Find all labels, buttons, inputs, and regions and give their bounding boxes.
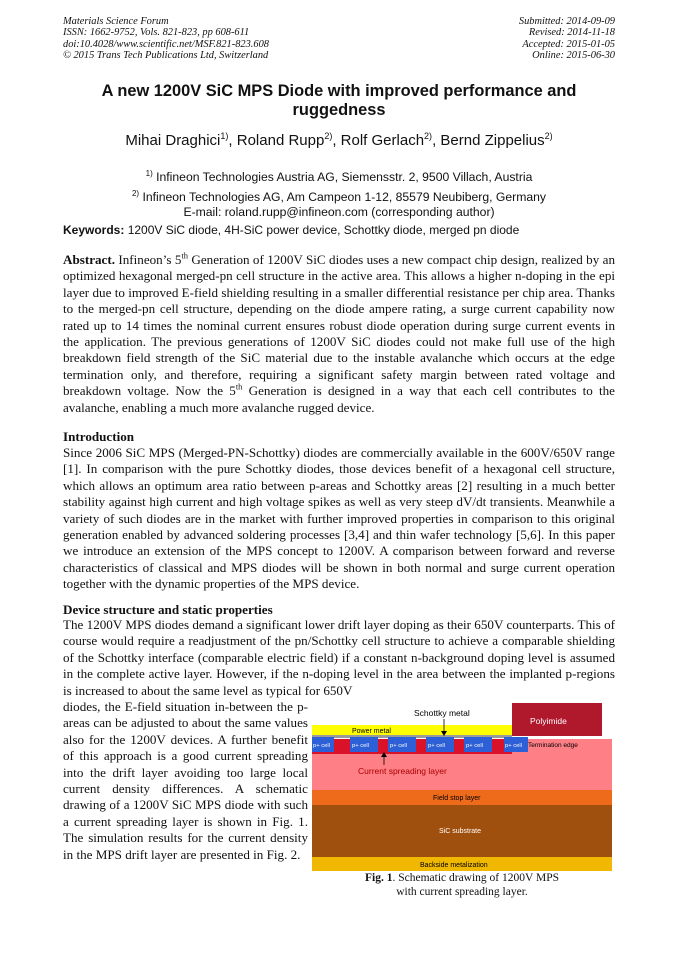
field-stop-label: Field stop layer: [433, 795, 481, 802]
figure-caption: Fig. 1. Schematic drawing of 1200V MPS with current spreading layer.: [364, 872, 559, 898]
abstract-label: Abstract.: [63, 252, 115, 267]
current-spreading-label: Current spreading layer: [358, 766, 447, 776]
device-text-continued: diodes, the E-field situation in-between the p-areas can be adjusted to about the same values also for the 1200V devices. A further benefit of this approach is a good current spreading into the drift layer avoiding too large local current density differences. A schematic drawing of a 1200V SiC MPS diode with such a current spreading layer is shown in Fig. 1. The simulation results for the current density in the MPS drift layer are presented in Fig. 2.: [63, 699, 308, 862]
device-heading: Device structure and static properties: [63, 602, 273, 617]
accepted-date: Accepted: 2015-01-05: [522, 38, 615, 50]
affiliation-2: $^{2)}$ Infineon Technologies AG, Am Campeon 1-12, 85579 Neubiberg, Germany: [131, 188, 547, 204]
paper-title: [63, 82, 615, 120]
p-cell-label: p+ cell: [352, 743, 369, 749]
polyimide-label: Polyimide: [530, 716, 567, 726]
author-affiliation-mark: 2): [324, 131, 333, 141]
introduction-text: Since 2006 SiC MPS (Merged-PN-Schottky) diodes are commercially available in the 600V/650V range [1]. In comparison with the pure Schottky diodes, those devices benefit of a hexagonal cell structure, which allows an optimum area ratio between p-areas and Schottky areas [2] resulting in a much better stability against high current and high voltage spikes as well as very steep dV/dt transients. Meanwhile a variety of such diodes are in the market with further improved properties in comparison to this original generation enabled by advanced soldering processes [3,4] and thin wafer technology [5,6]. In this paper we introduce an extension of the MPS concept to 1200V. A comparison between forward and reverse characteristics of classical and MPS diodes will be shown in both normal and surge current operation together with the dynamic properties of the MPS device.: [63, 445, 615, 592]
affiliations: [63, 166, 615, 221]
author-list: Mihai Draghici$^{1)}$, Roland Rupp$^{2)}$, Rolf Gerlach$^{2)}$, Bernd Zippelius$^{2)}$: [125, 131, 553, 149]
p-cell-label: p+ cell: [390, 743, 407, 749]
affiliation-1: $^{1)}$ Infineon Technologies Austria AG, Siemensstr. 2, 9500 Villach, Austria: [145, 169, 533, 185]
termination-edge-label: Termination edge: [528, 742, 578, 749]
issn: ISSN: 1662-9752, Vols. 821-823, pp 608-611: [63, 27, 250, 39]
title-line-1: A new 1200V SiC MPS Diode with improved performance and: [101, 82, 577, 100]
p-cell-label: p+ cell: [505, 743, 522, 749]
substrate-label: SiC substrate: [439, 828, 482, 835]
p-cell-label: p+ cell: [428, 743, 445, 749]
contact-email: E-mail: roland.rupp@infineon.com (corresponding author): [183, 205, 495, 220]
author-name: Mihai Draghici: [125, 132, 221, 149]
mps-diode-schematic: [312, 703, 612, 871]
online-date: Online: 2015-06-30: [532, 50, 615, 62]
p-cell-label: p+ cell: [466, 743, 483, 749]
author-affiliation-mark: 2): [424, 131, 433, 141]
author-name: Roland Rupp: [236, 132, 325, 149]
doi: doi:10.4028/www.scientific.net/MSF.821-823.608: [63, 38, 269, 50]
author-affiliation-mark: 1): [220, 131, 229, 141]
p-cell-label: p+ cell: [313, 743, 330, 749]
submitted-date: Submitted: 2014-09-09: [518, 16, 615, 27]
author-affiliation-mark: 2): [544, 131, 553, 141]
author-name: Bernd Zippelius: [440, 132, 545, 149]
title-line-2: ruggedness: [292, 101, 386, 119]
power-metal: [312, 725, 512, 735]
abstract: Abstract. Infineon’s 5th Generation of 1200V SiC diodes uses a new compact chip design, realized by an optimized hexagonal merged-pn cell structure in the active area. This allows a higher n-doping in the epi layer due to improved E-field shielding resulting in a smaller differential resistance per chip area. Thanks to the merged-pn cell structure, depending on the diode ampere rating, a surge current capability now rated up to 14 times the nominal current ensures robust diode operation during surge current events in the application. The previous generations of 1200V SiC diodes could not make full use of the high breakdown field strength of the SiC material due to the instable avalanche which occurs at the edge termination only, and therefore, requiring a significant safety margin between rated voltage and breakdown voltage. Now the 5th Generation is designed in a way that each cell contributes to the avalanche, enabling a much more avalanche rugged device.: [63, 250, 615, 415]
keywords-text: 1200V SiC diode, 4H-SiC power device, Schottky diode, merged pn diode: [124, 223, 520, 237]
introduction-heading: Introduction: [63, 429, 135, 444]
publication-dates: [519, 16, 615, 62]
device-text: The 1200V MPS diodes demand a significant lower drift layer doping as their 650V counterparts. This of course would require a readjustment of the pn/Schottky cell structure to achieve a comparable shielding of the Schottky interface (comparable electric field) if a constant n-background doping level is assumed in the complete active layer. However, if the n-doping level in the area between the implanted p-regions is increased to about the same level as typical for 650V: [63, 617, 615, 698]
keywords: [63, 223, 615, 238]
backside-label: Backside metalization: [420, 862, 488, 869]
figure-number: Fig. 1: [364, 872, 393, 884]
journal-info: [63, 16, 269, 62]
author-name: Rolf Gerlach: [340, 132, 425, 149]
journal-name: Materials Science Forum: [63, 16, 169, 27]
copyright: © 2015 Trans Tech Publications Ltd, Switzerland: [63, 50, 269, 62]
power-metal-label: Power metal: [352, 728, 391, 735]
keywords-label: Keywords:: [63, 223, 125, 237]
revised-date: Revised: 2014-11-18: [528, 27, 615, 39]
schottky-metal-label: Schottky metal: [414, 708, 470, 718]
